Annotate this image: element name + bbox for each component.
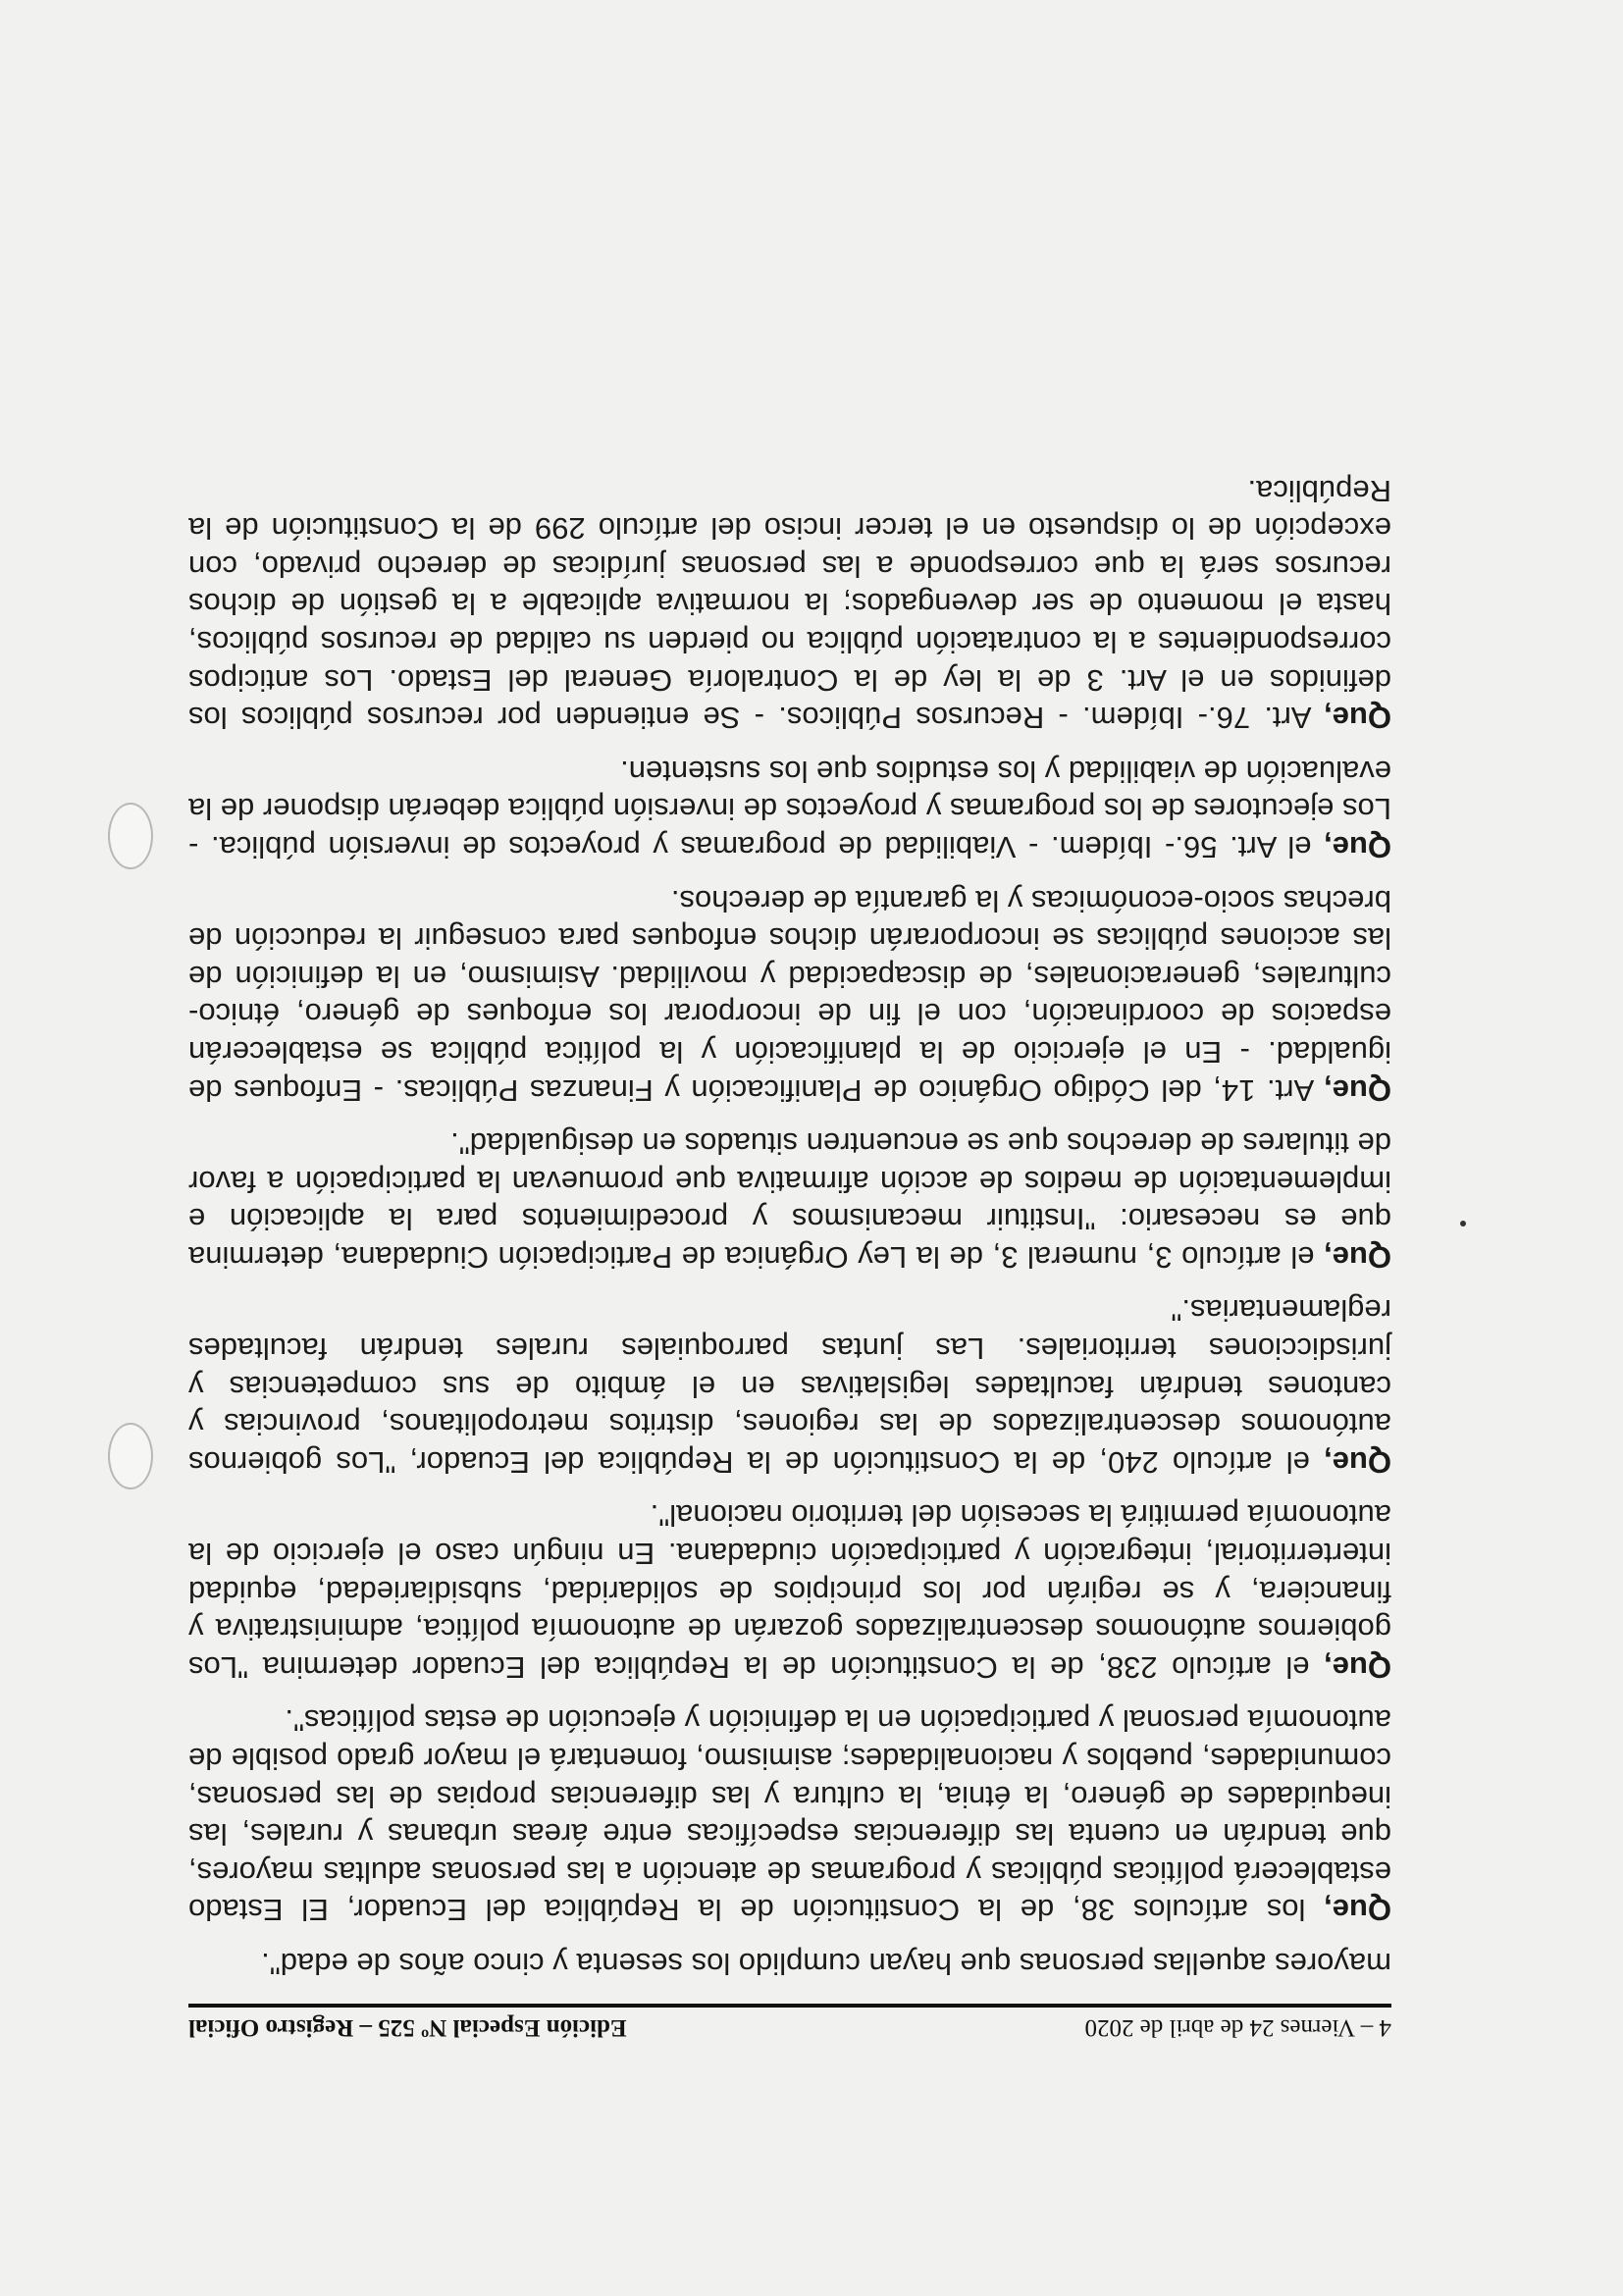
paragraph: [188, 1701, 1391, 1929]
paragraph-text: el artículo 3, numeral 3, de la Ley Orgánica de Participación Ciudadana, determina que es necesario: "Instituir mecanismos y procedimientos para la aplicación e implementación de medios de acción afirmativa que promuevan la participación a favor de titulares de derechos que se encuentren situados en desigualdad".: [188, 1126, 1391, 1275]
paragraph-lead: Que,: [1324, 1649, 1391, 1685]
paragraph: [188, 1944, 1391, 1982]
paragraph-text: el artículo 240, de la Constitución de la República del Ecuador, "Los gobiernos autónomos descentralizados de las regiones, distritos metropolitanos, provincias y cantones tendrán facultades legislativas en el ámbito de sus competencias y jurisdicciones territoriales. Las juntas parroquiales rurales tendrán facultades reglamentarias.": [188, 1293, 1391, 1480]
page-number-date: 4 – Viernes 24 de abril de 2020: [1084, 2014, 1391, 2041]
page-header: [188, 2004, 1391, 2047]
paragraph-text: el artículo 238, de la Constitución de la República del Ecuador determina "Los gobiernos autónomos descentralizados gozarán de autonomía política, administrativa y financiera, y se regirán por los principios de solidaridad, subsidiariedad, equidad interterritorial, integración y participación ciudadana. En ningún caso el ejercicio de la autonomía permitirá la secesión del territorio nacional".: [188, 1498, 1391, 1685]
paragraph-text: los artículos 38, de la Constitución de la República del Ecuador, El Estado establecerá políticas públicas y programas de atención a las personas adultas mayores, que tendrán en cuenta las diferencias específicas entre áreas urbanas y rurales, las inequidades de género, la étnia, la cultura y las diferencias propias de las personas, comunidades, pueblos y nacionalidades; asimismo, fomentará el mayor grado posible de autonomía personal y participación en la definición y ejecución de estas políticas".: [188, 1703, 1391, 1928]
paragraph-lead: Que,: [1324, 829, 1391, 864]
paragraph-lead: Que,: [1324, 1239, 1391, 1275]
paragraph-lead: Que,: [1324, 1072, 1391, 1108]
paragraph-lead: Que,: [1324, 1893, 1391, 1928]
document-body: [188, 455, 1391, 1982]
paragraph: [188, 752, 1391, 865]
paragraph-lead: Que,: [1324, 1444, 1391, 1480]
paragraph: [188, 471, 1391, 736]
paragraph-text: Art. 14, del Código Orgánico de Planificación y Finanzas Públicas. - Enfoques de igualdad. - En el ejercicio de la planificación y la política pública se establecerán espacios de coordinación, con el fin de incorporar los enfoques de género, étnico-culturales, generacionales, de discapacidad y movilidad. Asimismo, en la definición de las acciones públicas se incorporarán dichos enfoques para conseguir la reducción de brechas socio-económicas y la garantía de derechos.: [188, 883, 1391, 1108]
paragraph-text: mayores aquellas personas que hayan cumplido los sesenta y cinco años de edad".: [261, 1947, 1391, 1981]
publication-title: Edición Especial Nº 525 – Registro Oficial: [188, 2014, 627, 2041]
paragraph-text: Art. 76.- Ibídem. - Recursos Públicos. - Se entienden por recursos públicos los definidos en el Art. 3 de la ley de la Contraloría General del Estado. Los anticipos correspondientes a la contratación pública no pierden su calidad de recursos públicos, hasta el momento de ser devengados; la normativa aplicable a la gestión de dichos recursos será la que corresponde a las personas jurídicas de derecho privado, con excepción de lo dispuesto en el tercer inciso del artículo 299 de la Constitución de la República.: [188, 473, 1391, 736]
paragraph-lead: Que,: [1324, 701, 1391, 736]
paragraph: [188, 1124, 1391, 1276]
paragraph: [188, 1291, 1391, 1481]
paragraph: [188, 1496, 1391, 1686]
paragraph-text: el Art. 56.- Ibídem. - Viabilidad de programas y proyectos de inversión pública. - Los ejecutores de los programas y proyectos de inversión pública deberán disponer de la evaluación de viabilidad y los estudios que los sustenten.: [188, 754, 1391, 864]
paragraph: [188, 881, 1391, 1109]
